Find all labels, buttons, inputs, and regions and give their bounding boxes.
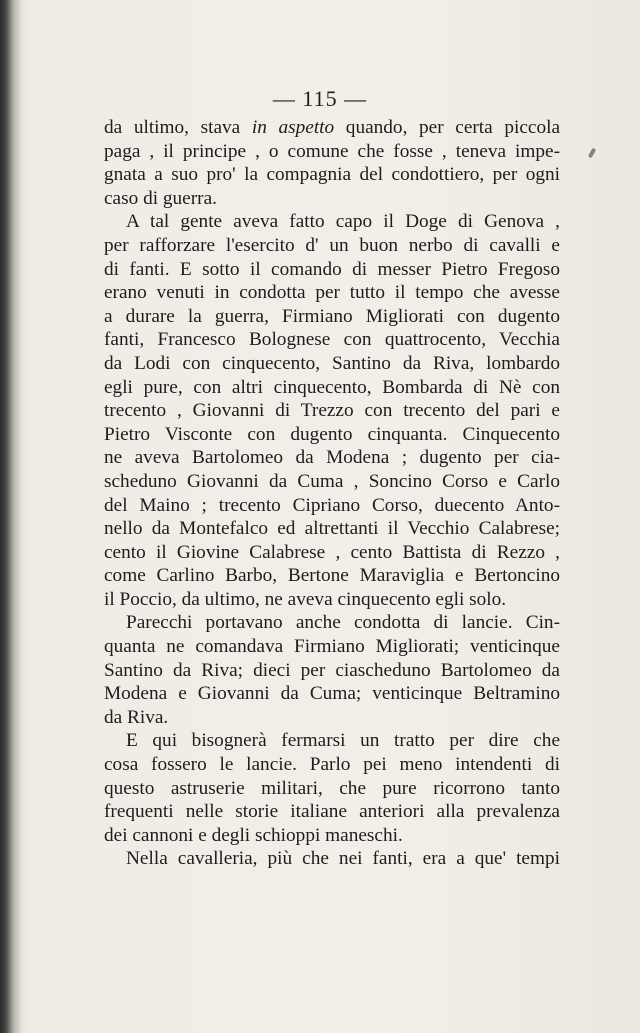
text-line: quanta ne comandava Firmiano Migliorati; venticinque [104,636,560,658]
body-text [104,116,560,871]
text-line: Modena e Giovanni da Cuma; venticinque Beltramino [104,683,560,705]
text-line: da Lodi con cinquecento, Santino da Riva, lombardo [104,352,560,374]
text-line: Santino da Riva; dieci per ciascheduno Bartolomeo da [104,659,560,681]
text-line: Nella cavalleria, più che nei fanti, era a que' tempi [126,848,560,870]
paragraph-3 [104,611,560,729]
text-line: egli pure, con altri cinquecento, Bombarda di Nè con [104,376,560,398]
text-line: cosa fossero le lancie. Parlo pei meno intendenti di [104,754,560,776]
text-line: paga , il principe , o comune che fosse , teneva impe- [104,140,560,162]
text-line: A tal gente aveva fatto capo il Doge di Genova , [126,211,560,233]
text-line: da Riva. [104,706,169,728]
paragraph-4 [104,729,560,847]
text-line: questo astruserie militari, che pure ricorrono tanto [104,777,560,799]
text-line: Pietro Visconte con dugento cinquanta. Cinquecento [104,423,560,445]
text-line: ne aveva Bartolomeo da Modena ; dugento per cia- [104,447,560,469]
paragraph-1 [104,116,560,210]
text-line: come Carlino Barbo, Bertone Maraviglia e Bertoncino [104,565,560,587]
text-line: frequenti nelle storie italiane anteriori alla prevalenza [104,801,560,823]
text-line: trecento , Giovanni di Trezzo con trecento del pari e [104,400,560,422]
text-line: di fanti. E sotto il comando di messer Pietro Fregoso [104,258,560,280]
book-spine-shadow [0,0,22,1033]
paragraph-5 [104,847,560,871]
text-line: E qui bisognerà fermarsi un tratto per dire che [126,730,560,752]
text-line: fanti, Francesco Bolognese con quattrocento, Vecchia [104,329,560,351]
text-line: caso di guerra. [104,187,217,209]
page-number: — 115 — [272,86,368,111]
text-line: scheduno Giovanni da Cuma , Soncino Corso e Carlo [104,470,560,492]
text-line: Parecchi portavano anche condotta di lancie. Cin- [126,612,560,634]
text-line: dei cannoni e degli schioppi maneschi. [104,824,403,846]
text-line: per rafforzare l'esercito d' un buon nerbo di cavalli e [104,234,560,256]
paragraph-2 [104,210,560,611]
text-line: a durare la guerra, Firmiano Migliorati con dugento [104,305,560,327]
ink-mark [588,148,596,159]
text-line: il Poccio, da ultimo, ne aveva cinquecento egli solo. [104,588,507,610]
text-line: gnata a suo pro' la compagnia del condottiero, per ogni [104,164,560,186]
text-line: cento il Giovine Calabrese , cento Battista di Rezzo , [104,541,560,563]
text-line: erano venuti in condotta per tutto il tempo che avesse [104,282,560,304]
text-line: nello da Montefalco ed altrettanti il Vecchio Calabrese; [104,518,560,540]
text-line: da ultimo, stava in aspetto quando, per certa piccola [104,117,561,138]
text-line: del Maino ; trecento Cipriano Corso, duecento Anto- [104,494,560,516]
